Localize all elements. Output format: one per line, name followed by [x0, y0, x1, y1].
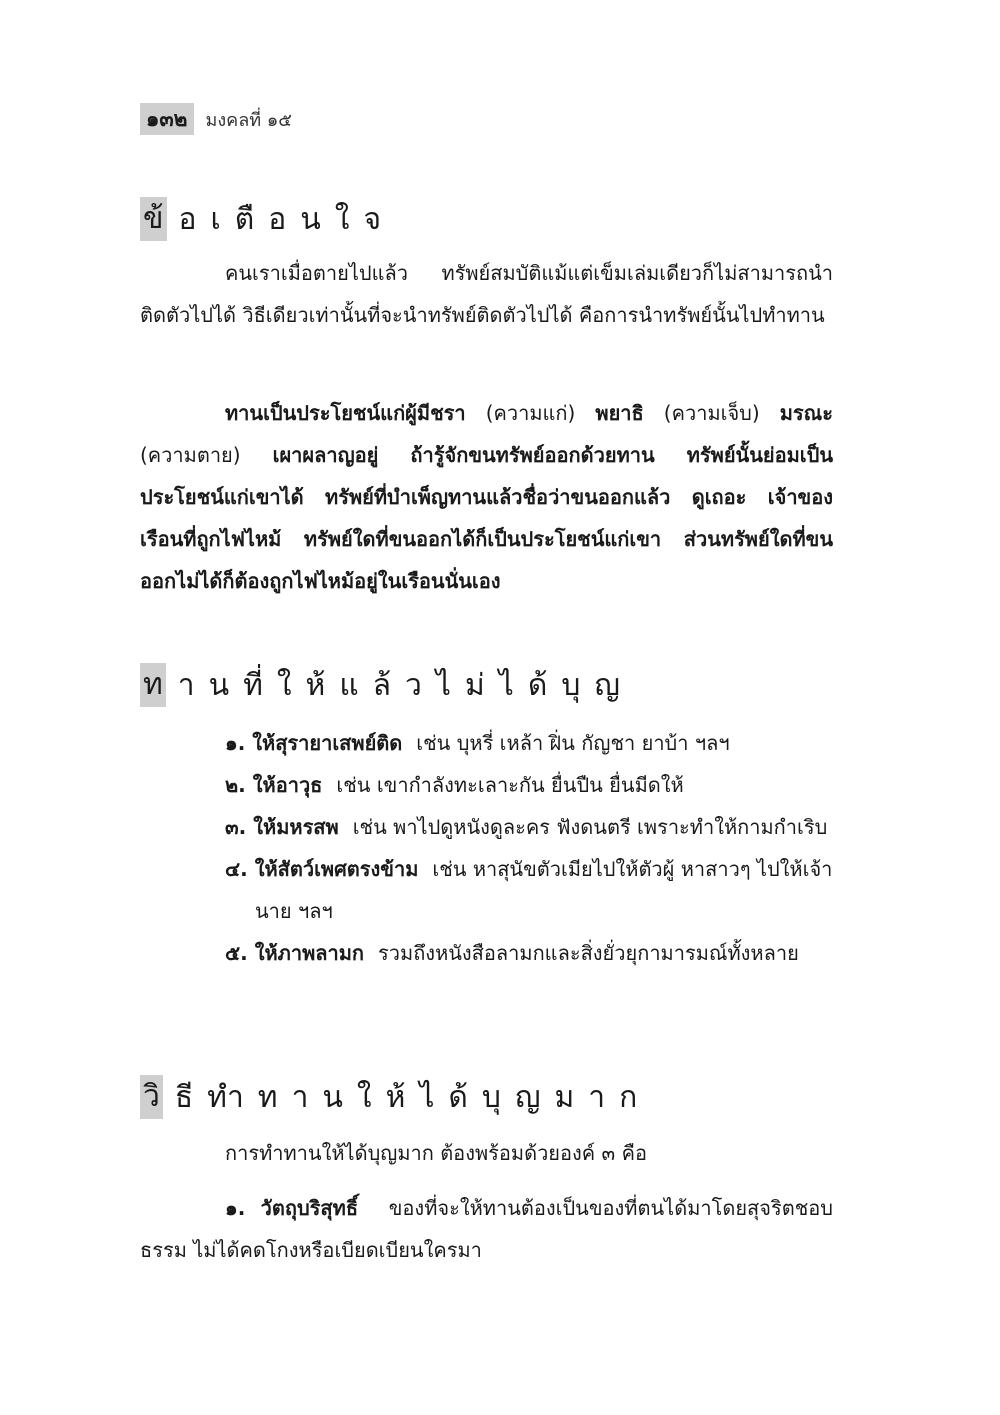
section-heading-much-merit — [140, 1075, 651, 1119]
heading-initial: ข้ — [140, 197, 167, 241]
heading-text: อเตือนใจ — [178, 201, 396, 237]
paragraph-much-merit-intro: การทำทานให้ได้บุญมาก ต้องพร้อมด้วยองค์ ๓ คือ — [225, 1141, 647, 1165]
item-term — [225, 731, 402, 755]
heading-text: ธีทำทานให้ได้บุญมาก — [174, 1079, 652, 1115]
page-header — [140, 102, 292, 136]
text-segment: มรณะ — [779, 401, 833, 425]
item-term — [225, 941, 364, 965]
item-term-text: ให้สุรายาเสพย์ติด — [252, 731, 403, 755]
item-number: ๒. — [225, 773, 246, 797]
item-desc: เช่น หาสุนัขตัวเมียไปให้ตัวผู้ หาสาวๆ ไปให้เจ้านาย ฯลฯ — [255, 857, 833, 923]
text-segment: ทานเป็นประโยชน์แก่ผู้มีชรา — [225, 401, 466, 425]
item-number: ๑. — [225, 1196, 246, 1220]
item-term: วัตถุบริสุทธิ์ — [260, 1196, 359, 1220]
item-number: ๓. — [225, 815, 247, 839]
text-segment: (ความตาย) — [140, 443, 241, 467]
list-item — [225, 848, 835, 932]
heading-text: านที่ให้แล้วไม่ได้บุญ — [177, 667, 634, 703]
heading-initial: ท — [140, 663, 166, 707]
no-merit-list — [225, 722, 835, 974]
list-item — [225, 932, 835, 974]
paragraph-dana-benefit — [140, 392, 833, 602]
text-segment: พยาธิ — [595, 401, 644, 425]
item-desc: เช่น เขากำลังทะเลาะกัน ยื่นปืน ยื่นมีดให้ — [336, 773, 684, 797]
heading-initial: วิ — [140, 1075, 163, 1119]
item-desc: เช่น บุหรี่ เหล้า ฝิ่น กัญชา ยาบ้า ฯลฯ — [416, 731, 730, 755]
item-term — [225, 773, 322, 797]
item-term-text: ให้มหรสพ — [253, 815, 339, 839]
section-heading-no-merit — [140, 663, 634, 707]
item-number: ๔. — [225, 857, 248, 881]
text-segment: เผาผลาญอยู่ ถ้ารู้จักขนทรัพย์ออกด้วยทาน ทรัพย์นั้นย่อมเป็นประโยชน์แก่เขาได้ ทรัพย์ที่บำเพ็ญทานแล้วชื่อว่าขนออกแล้ว ดูเถอะ เจ้าของเรือนที่ถูกไฟไหม้ ทรัพย์ใดที่ขนออกได้ก็เป็นประโยชน์แก่เขา ส่วนทรัพย์ใดที่ขนออกไม่ได้ก็ต้องถูกไฟไหม้อยู่ในเรือนนั่นเอง — [140, 443, 833, 593]
item-desc: เช่น พาไปดูหนังดูละคร ฟังดนตรี เพราะทำให้กามกำเริบ — [352, 815, 828, 839]
text-segment: (ความแก่) — [485, 401, 576, 425]
text-segment: (ความเจ็บ) — [663, 401, 760, 425]
item-term — [225, 857, 418, 881]
item-term-text: ให้สัตว์เพศตรงข้าม — [254, 857, 419, 881]
item-term-text: ให้อาวุธ — [252, 773, 323, 797]
item-term — [225, 815, 339, 839]
item-desc: ของที่จะให้ทานต้องเป็นของที่ตนได้มาโดยสุจริตชอบธรรม ไม่ได้คดโกงหรือเบียดเบียนใครมา — [140, 1196, 833, 1262]
list-item — [225, 806, 835, 848]
item-desc: รวมถึงหนังสือลามกและสิ่งยั่วยุกามารมณ์ทั้งหลาย — [378, 941, 799, 965]
section-heading-reminder — [140, 197, 395, 241]
item-number: ๑. — [225, 731, 246, 755]
item-number: ๕. — [225, 941, 248, 965]
item-term-text: ให้ภาพลามก — [254, 941, 365, 965]
paragraph-pure-object — [140, 1187, 833, 1271]
list-item — [225, 722, 835, 764]
page-number: ๑๓๒ — [140, 103, 194, 135]
chapter-title: มงคลที่ ๑๕ — [205, 109, 292, 131]
paragraph-reminder: คนเราเมื่อตายไปแล้ว ทรัพย์สมบัติแม้แต่เข็มเล่มเดียวก็ไม่สามารถนำติดตัวไปได้ วิธีเดียวเท่านั้นที่จะนำทรัพย์ติดตัวไปได้ คือการนำทรัพย์นั้นไปทำทาน — [140, 261, 833, 327]
list-item — [225, 764, 835, 806]
